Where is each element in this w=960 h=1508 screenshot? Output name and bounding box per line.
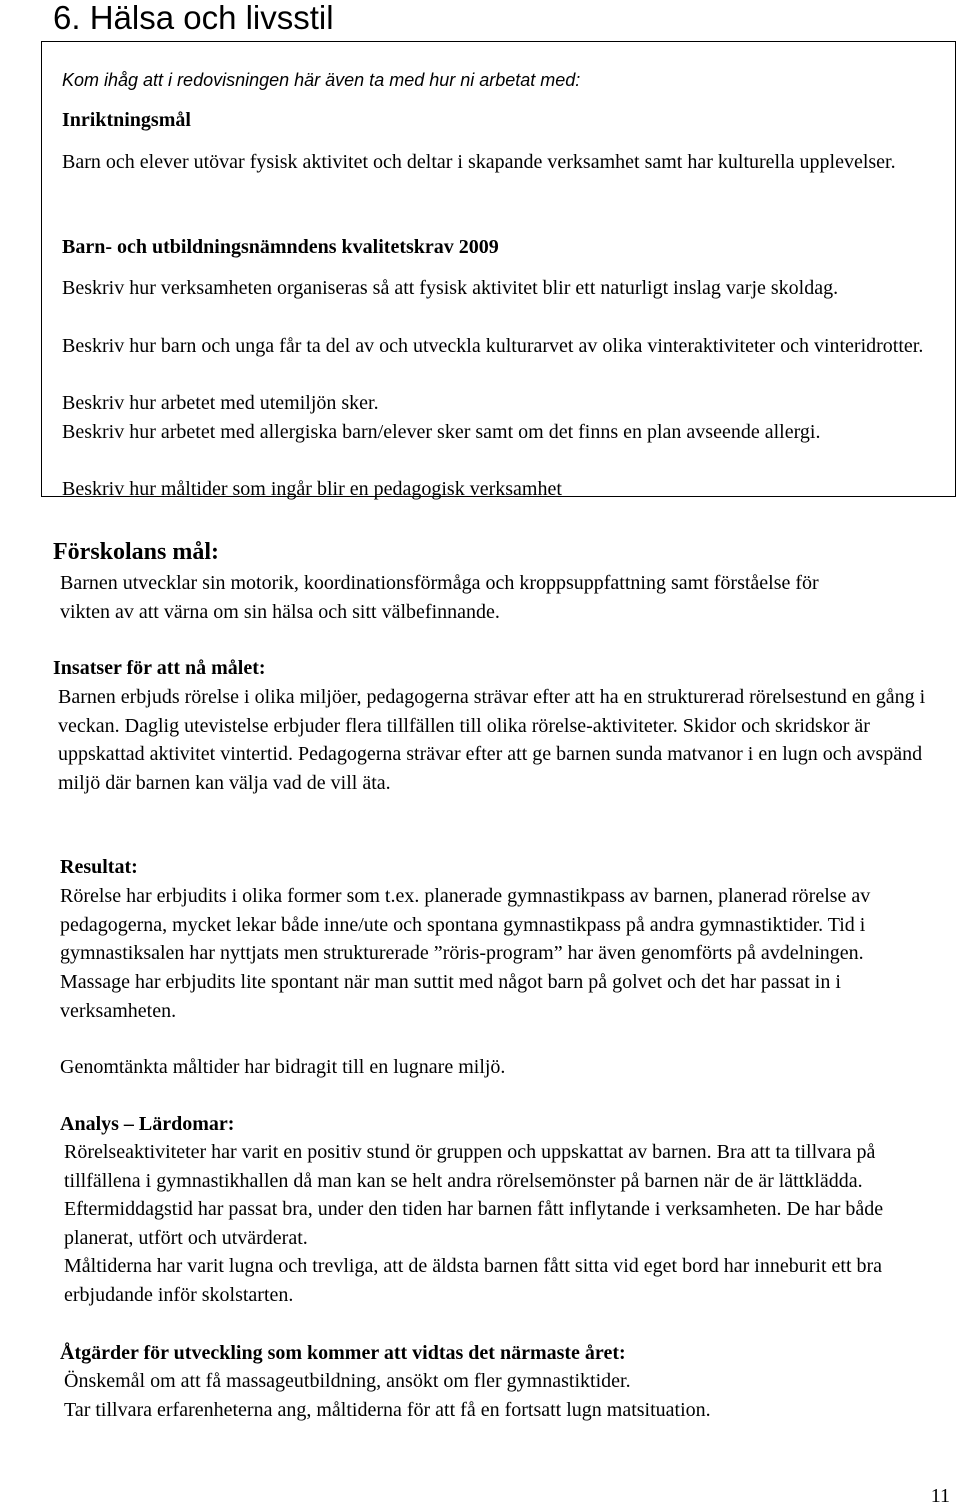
efforts-text: Barnen erbjuds rörelse i olika miljöer, pedagogerna strävar efter att ha en strukturerad rörelsestund en gång i veckan. Daglig utevistelse erbjuder flera tillfällen till olika rörelse-aktiviteter. Skidor och skridskor är uppskattad aktivitet vintertid. Pedagogerna strävar efter att ge barnen sunda matvanor i en lugn och avspänd miljö där barnen kan välja vad de vill äta. [58, 686, 926, 795]
analysis-heading: Analys – Lärdomar: [60, 1113, 235, 1135]
result-text: Rörelse har erbjudits i olika former som t.ex. planerade gymnastikpass av barnen, planerad rörelse av pedagogerna, mycket lekar både inne/ute och spontana gymnastikpass på andra gymnastiktider. Tid i gymnastiksalen har nyttjats men strukturerade ”röris-program” har även genomförts på avdelningen. Massage har erbjudits lite spontant när man suttit med något barn på golvet och det har passat in i verksamheten. [60, 885, 871, 1022]
goal-heading: Inriktningsmål [62, 109, 191, 131]
analysis-text: Rörelseaktiviteter har varit en positiv stund ör gruppen och uppskattat av barnen. Bra att ta tillvara på tillfällena i gymnastikhallen då man kan se helt andra rörelsemönster på barnen när de är lättklädda. Eftermiddagstid har passat bra, under den tiden har barnen fått inflytande i verksamheten. De har både planerat, utfört och utvärderat. [64, 1141, 884, 1250]
quality-heading: Barn- och utbildningsnämndens kvalitetskrav 2009 [62, 236, 499, 258]
preschool-goal-text: Barnen utvecklar sin motorik, koordinationsförmåga och kroppsuppfattning samt förståelse för vikten av att värna om sin hälsa och sitt välbefinnande. [60, 572, 819, 623]
quality-item: Beskriv hur barn och unga får ta del av och utveckla kulturarvet av olika vinteraktiviteter och vinteridrotter. [62, 335, 924, 357]
quality-item: Beskriv hur måltider som ingår blir en pedagogisk verksamhet [62, 478, 562, 500]
actions-heading: Åtgärder för utveckling som kommer att vidtas det närmaste året: [60, 1342, 626, 1364]
result-text-2: Genomtänkta måltider har bidragit till en lugnare miljö. [60, 1056, 506, 1078]
result-heading: Resultat: [60, 856, 138, 878]
analysis-text-2: Måltiderna har varit lugna och trevliga, att de äldsta barnen fått sitta vid eget bord har inneburit ett bra erbjudande inför skolstarten. [64, 1255, 883, 1306]
preschool-goal-heading: Förskolans mål: [53, 539, 220, 565]
page-title: 6. Hälsa och livsstil [53, 0, 334, 36]
goal-text: Barn och elever utövar fysisk aktivitet och deltar i skapande verksamhet samt har kulturella upplevelser. [62, 151, 896, 173]
quality-item: Beskriv hur verksamheten organiseras så att fysisk aktivitet blir ett naturligt inslag varje skoldag. [62, 277, 839, 299]
quality-item: Beskriv hur arbetet med allergiska barn/elever sker samt om det finns en plan avseende allergi. [62, 421, 821, 443]
page-number: 11 [930, 1485, 950, 1507]
action-item: Önskemål om att få massageutbildning, ansökt om fler gymnastiktider. [64, 1370, 631, 1392]
quality-item: Beskriv hur arbetet med utemiljön sker. [62, 392, 379, 414]
action-item: Tar tillvara erfarenheterna ang, måltiderna för att få en fortsatt lugn matsituation. [64, 1399, 711, 1421]
instruction-box [41, 41, 956, 500]
box-intro: Kom ihåg att i redovisningen här även ta med hur ni arbetat med: [62, 70, 581, 90]
efforts-heading: Insatser för att nå målet: [53, 657, 266, 679]
